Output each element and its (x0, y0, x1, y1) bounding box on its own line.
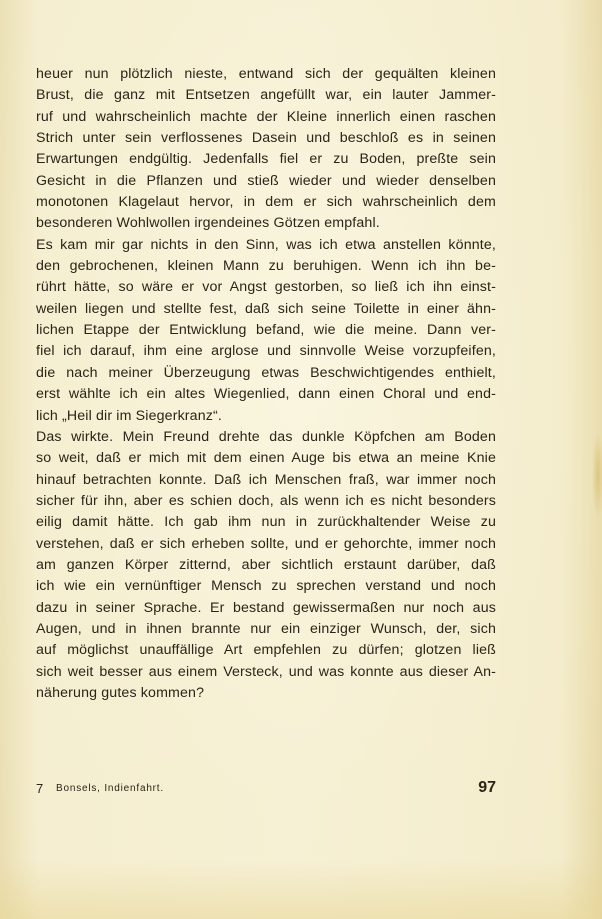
text-line: so weit, daß er mich mit dem einen Auge bis etwa an meine Knie (36, 450, 496, 467)
text-line: verstehen, daß er sich erheben sollte, und er gehorchte, immer noch (36, 535, 496, 552)
text-line: rührt hätte, so wäre er vor Angst gestorben, so ließ ich ihn einst- (36, 279, 496, 296)
text-line: am ganzen Körper zitternd, aber sichtlich erstaunt darüber, daß (36, 556, 496, 573)
text-line: sich weit besser aus einem Versteck, und was konnte aus dieser An- (36, 663, 496, 680)
text-line: näherung gutes kommen? (36, 684, 205, 701)
text-line: ruf und wahrscheinlich machte der Kleine innerlich einen raschen (36, 108, 496, 125)
page-edge-stain (592, 430, 602, 520)
text-line: eilig damit hätte. Ich gab ihm nun in zurückhaltender Weise zu (36, 514, 496, 531)
text-line: ich wie ein vernünftiger Mensch zu sprechen verstand und noch (36, 578, 496, 595)
text-line: auf möglichst unauffällige Art empfehlen zu dürfen; glotzen ließ (36, 642, 496, 659)
text-line: hinauf betrachten konnte. Daß ich Menschen fraß, war immer noch (36, 471, 496, 488)
page-bottom-shade (0, 859, 602, 919)
paragraph-1 (36, 64, 496, 235)
text-line: heuer nun plötzlich nieste, entwand sich der gequälten kleinen (36, 66, 496, 82)
text-line: Es kam mir gar nichts in den Sinn, was ich etwa anstellen könnte, (36, 236, 496, 253)
signature-text: Bonsels, Indienfahrt. (56, 783, 164, 794)
text-line: die nach meiner Überzeugung etwas Beschwichtigendes enthielt, (36, 364, 496, 381)
text-line: Das wirkte. Mein Freund drehte das dunkle Köpfchen am Boden (36, 428, 496, 445)
paragraph-3 (36, 427, 496, 704)
text-line: Erwartungen endgültig. Jedenfalls fiel er zu Boden, preßte sein (36, 151, 496, 168)
text-line: Gesicht in die Pflanzen und stieß wieder und wieder denselben (36, 172, 496, 189)
text-line: lich „Heil dir im Siegerkranz“. (36, 407, 222, 424)
text-line: Brust, die ganz mit Entsetzen angefüllt war, ein lauter Jammer- (36, 87, 496, 104)
text-line: weilen liegen und stellte fest, daß sich seine Toilette in einer ähn- (36, 300, 496, 317)
text-line: fiel ich darauf, ihm eine arglose und sinnvolle Weise vorzupfeifen, (36, 343, 496, 360)
text-line: sicher für ihn, aber es schien doch, als wenn ich es nicht besonders (36, 492, 496, 509)
text-line: erst wählte ich ein altes Wiegenlied, dann einen Choral und end- (36, 386, 496, 403)
page-footer (36, 779, 496, 801)
text-line: dazu in seiner Sprache. Er bestand gewissermaßen nur noch aus (36, 599, 496, 616)
text-line: den gebrochenen, kleinen Mann zu beruhigen. Wenn ich ihn be- (36, 258, 496, 275)
text-line: lichen Etappe der Entwicklung befand, wie die meine. Dann ver- (36, 322, 496, 339)
page-number: 97 (478, 779, 496, 796)
signature-number: 7 (36, 781, 44, 796)
text-line: besonderen Wohlwollen irgendeines Götzen empfahl. (36, 215, 380, 232)
paragraph-2 (36, 235, 496, 427)
text-line: Strich unter sein verflossenes Dasein und beschloß es in seinen (36, 130, 496, 147)
text-line: monotonen Klagelaut hervor, in dem er sich wahrscheinlich dem (36, 194, 496, 211)
body-text (36, 64, 496, 704)
text-line: Augen, und in ihnen brannte nur ein einziger Wunsch, der, sich (36, 620, 496, 637)
